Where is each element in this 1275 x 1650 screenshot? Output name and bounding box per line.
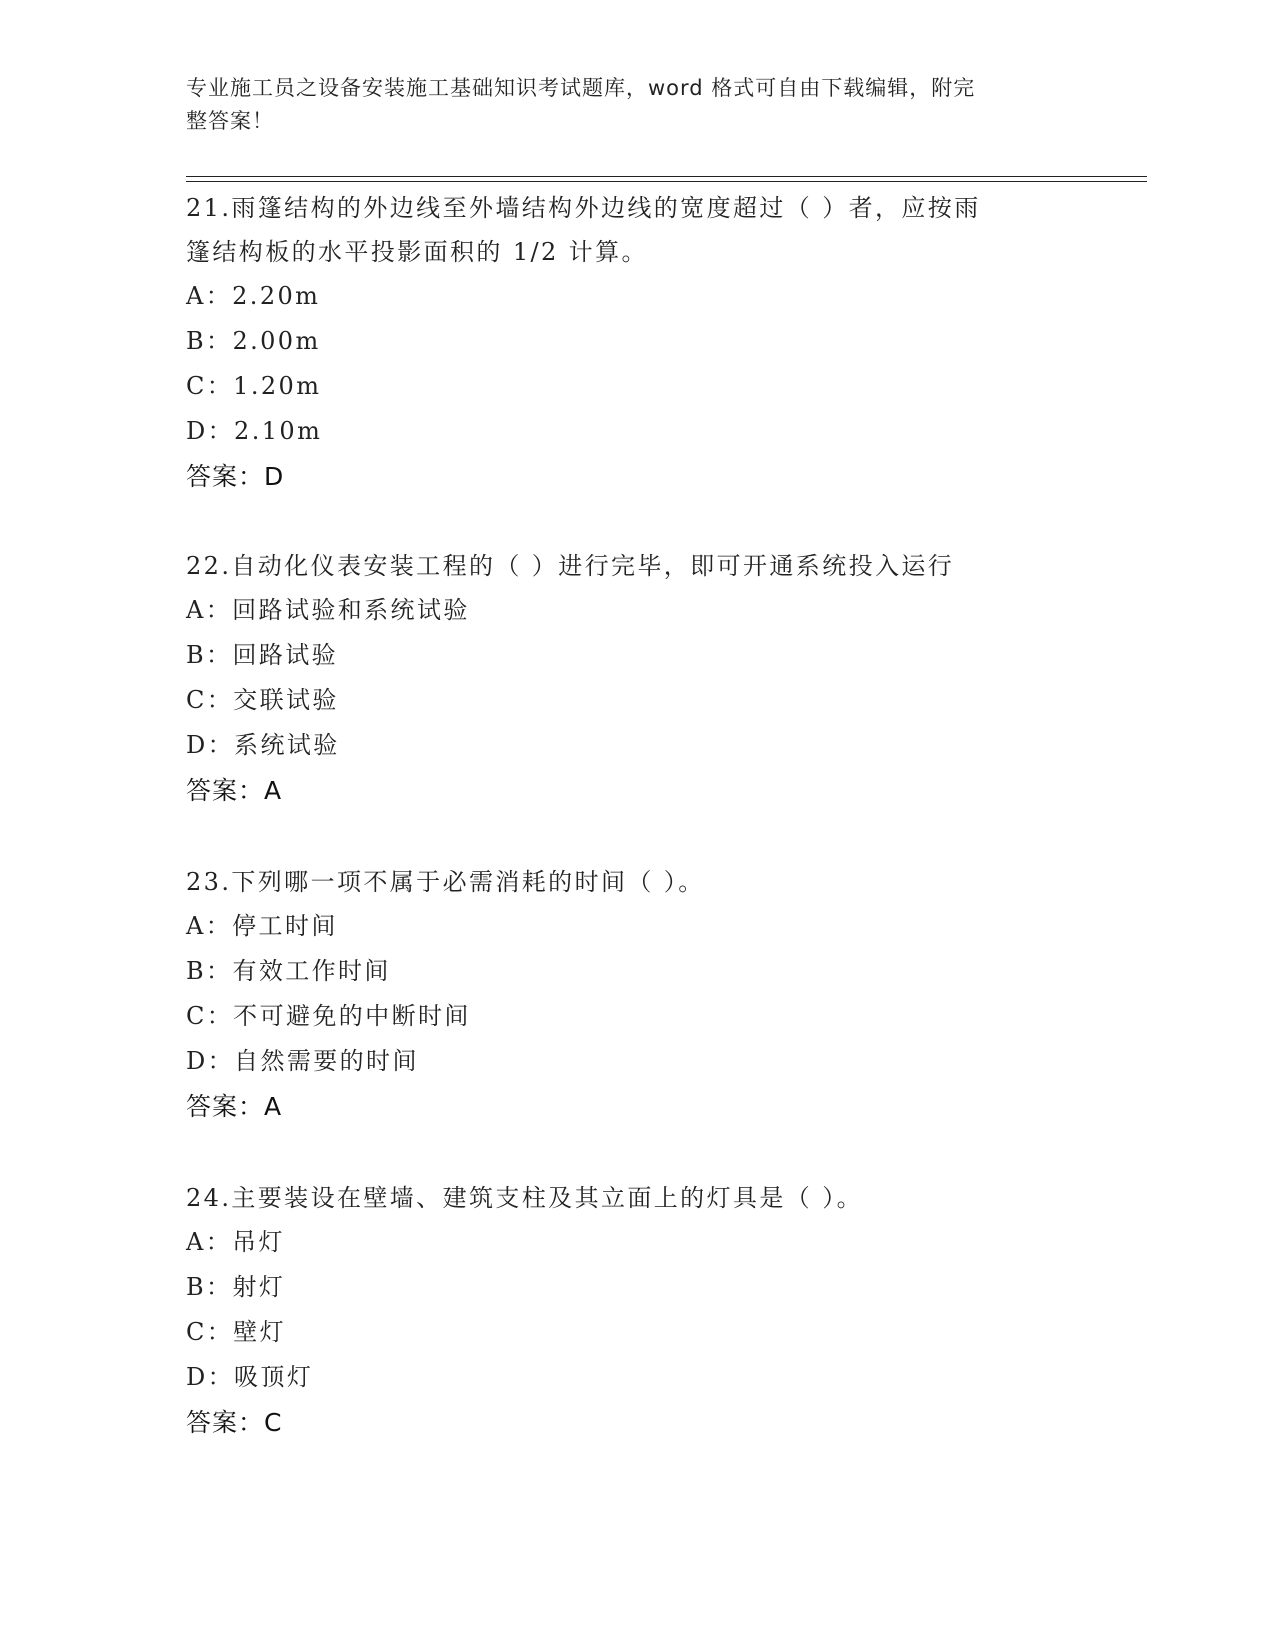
question-21 [186,186,1086,499]
option-c [186,994,1086,1039]
option-text: 停工时间 [232,912,338,940]
question-stem [186,1176,1086,1220]
option-key: A： [186,596,233,624]
option-key: B： [186,1273,233,1301]
option-a [186,274,1086,319]
option-text: 回路试验和系统试验 [232,596,470,624]
option-text: 系统试验 [234,731,340,759]
option-b [186,1265,1086,1310]
header-divider-bottom [186,181,1147,182]
option-text: 交联试验 [233,686,339,714]
question-stem [186,544,1086,588]
option-key: C： [186,686,234,714]
question-24 [186,1176,1086,1445]
option-key: B： [186,641,233,669]
option-key: C： [186,1002,234,1030]
option-text: 不可避免的中断时间 [233,1002,471,1030]
question-stem [186,186,1086,274]
option-key: D： [186,731,235,759]
option-c [186,678,1086,723]
option-d [186,1039,1086,1084]
option-text: 吊灯 [232,1228,285,1256]
answer-line: 答案：A [186,776,283,805]
option-key: D： [186,1047,235,1075]
option-key: A： [186,282,233,310]
question-stem-line: 21.雨篷结构的外边线至外墙结构外边线的宽度超过（ ）者，应按雨 [186,194,981,222]
option-b [186,633,1086,678]
question-22 [186,544,1086,813]
answer-line: 答案：D [186,462,285,491]
option-d [186,409,1086,454]
option-c [186,1310,1086,1355]
option-key: B： [186,327,233,355]
question-stem-line: 23.下列哪一项不属于必需消耗的时间（ ）。 [186,868,705,896]
option-text: 2.10m [234,417,323,445]
option-text: 有效工作时间 [232,957,391,985]
option-key: A： [186,912,233,940]
option-text: 自然需要的时间 [234,1047,419,1075]
option-key: D： [186,1363,235,1391]
question-stem-line: 篷结构板的水平投影面积的 1/2 计算。 [186,238,648,266]
option-c [186,364,1086,409]
option-d [186,1355,1086,1400]
option-text: 2.20m [232,282,321,310]
option-key: A： [186,1228,233,1256]
option-a [186,904,1086,949]
option-text: 2.00m [232,327,321,355]
option-text: 回路试验 [232,641,339,669]
option-d [186,723,1086,768]
option-a [186,1220,1086,1265]
question-23 [186,860,1086,1129]
option-text: 射灯 [232,1273,286,1301]
answer-line: 答案：A [186,1092,283,1121]
question-stem-line: 22.自动化仪表安装工程的（ ）进行完毕，即可开通系统投入运行 [186,552,955,580]
option-key: D： [186,417,235,445]
option-key: C： [186,372,234,400]
header-divider-top [186,176,1147,177]
option-b [186,319,1086,364]
intro-line-2: 整答案！ [186,109,274,133]
option-text: 吸顶灯 [234,1363,314,1391]
option-b [186,949,1086,994]
option-text: 壁灯 [233,1318,286,1346]
question-stem-line: 24.主要装设在壁墙、建筑支柱及其立面上的灯具是（ ）。 [186,1184,863,1212]
option-key: B： [186,957,233,985]
option-text: 1.20m [233,372,322,400]
document-intro [186,72,1066,138]
question-stem [186,860,1086,904]
option-key: C： [186,1318,234,1346]
intro-line-1: 专业施工员之设备安装施工基础知识考试题库，word 格式可自由下载编辑，附完 [186,76,976,100]
option-a [186,588,1086,633]
answer-line: 答案：C [186,1408,283,1437]
